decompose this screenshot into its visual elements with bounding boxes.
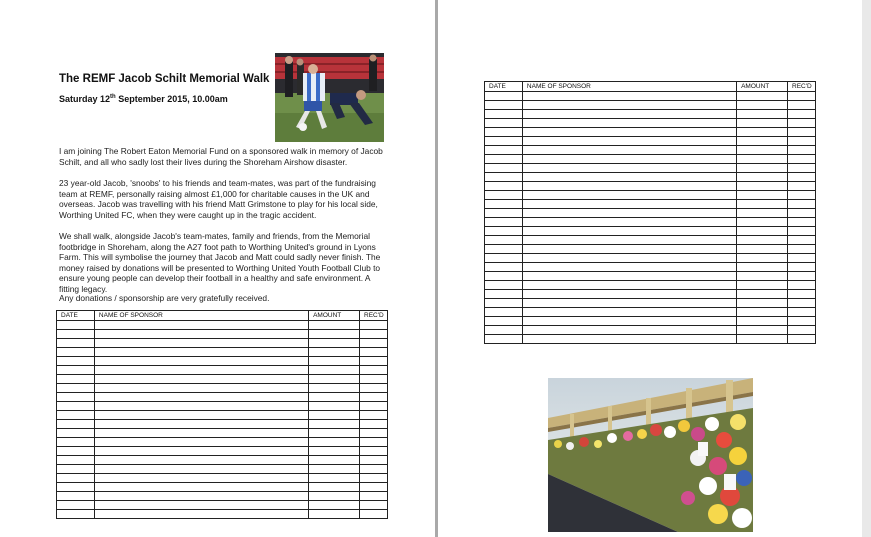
table-row <box>485 227 816 236</box>
received-cell[interactable] <box>788 119 816 128</box>
amount-cell[interactable] <box>737 218 788 227</box>
received-cell[interactable] <box>788 173 816 182</box>
amount-cell[interactable] <box>309 330 360 339</box>
sponsor-name-cell[interactable] <box>522 236 736 245</box>
date-cell[interactable] <box>57 492 95 501</box>
received-cell[interactable] <box>788 218 816 227</box>
sponsor-name-cell[interactable] <box>522 299 736 308</box>
table-row <box>57 474 388 483</box>
amount-cell[interactable] <box>737 110 788 119</box>
sponsor-name-cell[interactable] <box>522 272 736 281</box>
table-row <box>485 326 816 335</box>
sponsor-name-cell[interactable] <box>522 326 736 335</box>
sponsor-name-cell[interactable] <box>94 456 308 465</box>
amount-cell[interactable] <box>309 510 360 519</box>
table-row <box>57 420 388 429</box>
date-cell[interactable] <box>485 128 523 137</box>
sponsor-name-cell[interactable] <box>522 182 736 191</box>
header-sponsor-name: NAME OF SPONSOR <box>94 311 308 321</box>
sponsor-name-cell[interactable] <box>94 375 308 384</box>
received-cell[interactable] <box>360 348 388 357</box>
received-cell[interactable] <box>360 429 388 438</box>
amount-cell[interactable] <box>737 101 788 110</box>
received-cell[interactable] <box>360 483 388 492</box>
sponsor-name-cell[interactable] <box>522 308 736 317</box>
received-cell[interactable] <box>360 339 388 348</box>
date-cell[interactable] <box>57 447 95 456</box>
received-cell[interactable] <box>788 191 816 200</box>
date-cell[interactable] <box>57 510 95 519</box>
sponsor-name-cell[interactable] <box>94 339 308 348</box>
amount-cell[interactable] <box>309 375 360 384</box>
table-row <box>485 254 816 263</box>
sponsor-name-cell[interactable] <box>94 366 308 375</box>
date-cell[interactable] <box>485 245 523 254</box>
table-row <box>57 456 388 465</box>
date-cell[interactable] <box>57 384 95 393</box>
table-row <box>57 465 388 474</box>
received-cell[interactable] <box>360 393 388 402</box>
sponsor-name-cell[interactable] <box>522 200 736 209</box>
sponsor-name-cell[interactable] <box>522 110 736 119</box>
table-row <box>485 182 816 191</box>
sponsor-table-left <box>56 310 388 519</box>
sponsor-name-cell[interactable] <box>94 411 308 420</box>
amount-cell[interactable] <box>737 164 788 173</box>
sponsor-name-cell[interactable] <box>522 128 736 137</box>
date-cell[interactable] <box>485 155 523 164</box>
table-row <box>485 281 816 290</box>
table-row <box>57 366 388 375</box>
received-cell[interactable] <box>788 182 816 191</box>
table-row <box>57 492 388 501</box>
sponsor-name-cell[interactable] <box>522 254 736 263</box>
table-row <box>485 308 816 317</box>
sponsor-table-right <box>484 81 816 344</box>
table-header-row <box>57 311 388 321</box>
table-row <box>485 200 816 209</box>
table-row <box>485 119 816 128</box>
amount-cell[interactable] <box>737 317 788 326</box>
header-sponsor-name: NAME OF SPONSOR <box>522 82 736 92</box>
amount-cell[interactable] <box>309 384 360 393</box>
received-cell[interactable] <box>360 474 388 483</box>
received-cell[interactable] <box>788 155 816 164</box>
date-cell[interactable] <box>485 290 523 299</box>
sponsor-name-cell[interactable] <box>94 348 308 357</box>
amount-cell[interactable] <box>309 393 360 402</box>
date-cell[interactable] <box>485 326 523 335</box>
amount-cell[interactable] <box>737 173 788 182</box>
received-cell[interactable] <box>788 227 816 236</box>
date-cell[interactable] <box>57 501 95 510</box>
table-row <box>485 299 816 308</box>
sponsor-name-cell[interactable] <box>94 321 308 330</box>
sponsor-name-cell[interactable] <box>522 263 736 272</box>
sponsor-name-cell[interactable] <box>522 101 736 110</box>
table-row <box>485 245 816 254</box>
amount-cell[interactable] <box>737 335 788 344</box>
table-row <box>57 393 388 402</box>
date-cell[interactable] <box>57 330 95 339</box>
date-cell[interactable] <box>57 393 95 402</box>
sponsor-name-cell[interactable] <box>522 119 736 128</box>
amount-cell[interactable] <box>737 290 788 299</box>
paragraph-jacob: 23 year-old Jacob, 'snoobs' to his friends and team-mates, was part of the fundraising team at REMF, personally raising almost £1,000 for charitable causes in the UK and overseas. Jacob was travelling with his friend Matt Grimstone to play for his local side, Worthing United FC, when they were caught up in the tragic accident. <box>59 178 378 220</box>
date-cell[interactable] <box>485 317 523 326</box>
date-cell[interactable] <box>485 110 523 119</box>
header-date: DATE <box>57 311 95 321</box>
amount-cell[interactable] <box>309 348 360 357</box>
amount-cell[interactable] <box>737 236 788 245</box>
table-row <box>57 501 388 510</box>
date-cell[interactable] <box>485 335 523 344</box>
date-cell[interactable] <box>485 164 523 173</box>
date-cell[interactable] <box>485 236 523 245</box>
date-cell[interactable] <box>485 254 523 263</box>
paragraph-walk: We shall walk, alongside Jacob's team-mates, family and friends, from the Memorial footbridge in Shoreham, along the A27 foot path to Worthing United's ground in Lyons Farm. This will symbolise the journey that Jacob and Matt could sadly never finish. The money raised by donations will be presented to Worthing United Youth Football Club to ensure young people can develop their football in a healthy and safe environment. A fitting legacy. <box>59 231 381 294</box>
table-row <box>485 209 816 218</box>
date-cell[interactable] <box>57 465 95 474</box>
table-row <box>485 146 816 155</box>
received-cell[interactable] <box>360 438 388 447</box>
amount-cell[interactable] <box>309 447 360 456</box>
amount-cell[interactable] <box>737 191 788 200</box>
table-row <box>57 402 388 411</box>
date-cell[interactable] <box>57 375 95 384</box>
sponsor-name-cell[interactable] <box>522 218 736 227</box>
received-cell[interactable] <box>788 299 816 308</box>
document-title: The REMF Jacob Schilt Memorial Walk <box>59 73 270 85</box>
table-row <box>485 236 816 245</box>
sponsor-name-cell[interactable] <box>94 357 308 366</box>
amount-cell[interactable] <box>309 366 360 375</box>
received-cell[interactable] <box>788 92 816 101</box>
header-amount: AMOUNT <box>309 311 360 321</box>
date-cell[interactable] <box>57 357 95 366</box>
document-page-left <box>0 0 435 537</box>
table-row <box>485 137 816 146</box>
amount-cell[interactable] <box>737 200 788 209</box>
received-cell[interactable] <box>788 236 816 245</box>
date-cell[interactable] <box>57 339 95 348</box>
amount-cell[interactable] <box>309 456 360 465</box>
received-cell[interactable] <box>360 456 388 465</box>
received-cell[interactable] <box>360 321 388 330</box>
date-prefix: Saturday 12 <box>59 94 111 104</box>
sponsor-name-cell[interactable] <box>94 465 308 474</box>
date-ordinal: th <box>110 94 116 100</box>
sponsor-name-cell[interactable] <box>94 438 308 447</box>
sponsor-name-cell[interactable] <box>522 317 736 326</box>
amount-cell[interactable] <box>737 326 788 335</box>
table-row <box>57 330 388 339</box>
amount-cell[interactable] <box>737 209 788 218</box>
table-row <box>57 510 388 519</box>
amount-cell[interactable] <box>309 402 360 411</box>
header-date: DATE <box>485 82 523 92</box>
received-cell[interactable] <box>360 501 388 510</box>
received-cell[interactable] <box>360 465 388 474</box>
sponsor-name-cell[interactable] <box>94 474 308 483</box>
date-cell[interactable] <box>485 308 523 317</box>
table-row <box>57 348 388 357</box>
amount-cell[interactable] <box>737 263 788 272</box>
date-cell[interactable] <box>485 182 523 191</box>
date-cell[interactable] <box>485 200 523 209</box>
date-cell[interactable] <box>57 411 95 420</box>
received-cell[interactable] <box>360 357 388 366</box>
received-cell[interactable] <box>360 384 388 393</box>
sponsor-name-cell[interactable] <box>94 510 308 519</box>
date-cell[interactable] <box>57 429 95 438</box>
sponsor-name-cell[interactable] <box>94 501 308 510</box>
date-cell[interactable] <box>57 366 95 375</box>
paragraph-intro: I am joining The Robert Eaton Memorial Fund on a sponsored walk in memory of Jacob Schilt, and all who sadly lost their lives during the Shoreham Airshow disaster. <box>59 146 383 167</box>
received-cell[interactable] <box>360 492 388 501</box>
date-cell[interactable] <box>485 191 523 200</box>
received-cell[interactable] <box>788 146 816 155</box>
received-cell[interactable] <box>788 290 816 299</box>
table-row <box>485 191 816 200</box>
received-cell[interactable] <box>788 164 816 173</box>
table-row <box>485 128 816 137</box>
table-row <box>485 92 816 101</box>
sponsor-name-cell[interactable] <box>94 384 308 393</box>
amount-cell[interactable] <box>309 465 360 474</box>
sponsor-name-cell[interactable] <box>522 191 736 200</box>
sponsor-name-cell[interactable] <box>522 335 736 344</box>
received-cell[interactable] <box>360 447 388 456</box>
sponsor-name-cell[interactable] <box>522 209 736 218</box>
received-cell[interactable] <box>788 272 816 281</box>
date-cell[interactable] <box>485 299 523 308</box>
date-cell[interactable] <box>485 92 523 101</box>
sponsor-name-cell[interactable] <box>94 429 308 438</box>
table-row <box>485 335 816 344</box>
received-cell[interactable] <box>360 375 388 384</box>
event-date <box>59 94 228 104</box>
received-cell[interactable] <box>788 101 816 110</box>
table-row <box>57 447 388 456</box>
amount-cell[interactable] <box>309 357 360 366</box>
date-cell[interactable] <box>485 173 523 182</box>
received-cell[interactable] <box>788 326 816 335</box>
date-cell[interactable] <box>57 483 95 492</box>
table-row <box>485 290 816 299</box>
amount-cell[interactable] <box>737 227 788 236</box>
football-photo <box>275 53 384 142</box>
date-cell[interactable] <box>57 420 95 429</box>
date-cell[interactable] <box>485 272 523 281</box>
date-cell[interactable] <box>485 119 523 128</box>
received-cell[interactable] <box>360 510 388 519</box>
received-cell[interactable] <box>788 110 816 119</box>
sponsor-name-cell[interactable] <box>94 402 308 411</box>
sponsor-name-cell[interactable] <box>522 164 736 173</box>
date-cell[interactable] <box>485 101 523 110</box>
table-row <box>57 339 388 348</box>
date-cell[interactable] <box>485 209 523 218</box>
date-cell[interactable] <box>57 348 95 357</box>
memorial-bridge-photo <box>548 378 753 532</box>
table-row <box>485 317 816 326</box>
amount-cell[interactable] <box>737 308 788 317</box>
amount-cell[interactable] <box>309 420 360 429</box>
received-cell[interactable] <box>788 200 816 209</box>
received-cell[interactable] <box>788 245 816 254</box>
date-cell[interactable] <box>485 137 523 146</box>
amount-cell[interactable] <box>737 146 788 155</box>
date-cell[interactable] <box>57 474 95 483</box>
amount-cell[interactable] <box>309 474 360 483</box>
sponsor-name-cell[interactable] <box>522 245 736 254</box>
date-cell[interactable] <box>485 227 523 236</box>
sponsor-name-cell[interactable] <box>94 393 308 402</box>
received-cell[interactable] <box>788 281 816 290</box>
header-received: REC'D <box>360 311 388 321</box>
received-cell[interactable] <box>360 402 388 411</box>
table-row <box>485 218 816 227</box>
amount-cell[interactable] <box>309 501 360 510</box>
sponsor-name-cell[interactable] <box>522 146 736 155</box>
table-row <box>57 438 388 447</box>
received-cell[interactable] <box>788 335 816 344</box>
amount-cell[interactable] <box>309 483 360 492</box>
table-header-row <box>485 82 816 92</box>
header-amount: AMOUNT <box>737 82 788 92</box>
table-row <box>485 110 816 119</box>
sponsor-name-cell[interactable] <box>522 92 736 101</box>
sponsor-name-cell[interactable] <box>522 173 736 182</box>
amount-cell[interactable] <box>309 321 360 330</box>
table-row <box>57 357 388 366</box>
amount-cell[interactable] <box>737 182 788 191</box>
amount-cell[interactable] <box>737 92 788 101</box>
table-row <box>485 164 816 173</box>
table-row <box>485 155 816 164</box>
received-cell[interactable] <box>360 330 388 339</box>
amount-cell[interactable] <box>309 411 360 420</box>
received-cell[interactable] <box>788 128 816 137</box>
received-cell[interactable] <box>788 317 816 326</box>
header-received: REC'D <box>788 82 816 92</box>
date-cell[interactable] <box>57 456 95 465</box>
received-cell[interactable] <box>788 209 816 218</box>
date-cell[interactable] <box>485 281 523 290</box>
received-cell[interactable] <box>360 420 388 429</box>
amount-cell[interactable] <box>737 128 788 137</box>
date-cell[interactable] <box>485 263 523 272</box>
table-row <box>485 263 816 272</box>
amount-cell[interactable] <box>309 438 360 447</box>
date-cell[interactable] <box>57 402 95 411</box>
date-cell[interactable] <box>57 321 95 330</box>
received-cell[interactable] <box>360 366 388 375</box>
sponsor-name-cell[interactable] <box>94 483 308 492</box>
sponsor-name-cell[interactable] <box>522 227 736 236</box>
amount-cell[interactable] <box>737 137 788 146</box>
amount-cell[interactable] <box>737 245 788 254</box>
table-row <box>57 411 388 420</box>
table-row <box>57 321 388 330</box>
date-cell[interactable] <box>485 218 523 227</box>
sponsor-name-cell[interactable] <box>94 330 308 339</box>
table-row <box>57 483 388 492</box>
table-row <box>57 429 388 438</box>
received-cell[interactable] <box>788 137 816 146</box>
table-row <box>57 384 388 393</box>
table-row <box>485 272 816 281</box>
sponsor-name-cell[interactable] <box>522 155 736 164</box>
amount-cell[interactable] <box>309 339 360 348</box>
received-cell[interactable] <box>360 411 388 420</box>
sponsor-name-cell[interactable] <box>522 137 736 146</box>
sponsor-name-cell[interactable] <box>522 290 736 299</box>
table-row <box>485 173 816 182</box>
received-cell[interactable] <box>788 254 816 263</box>
paragraph-donations: Any donations / sponsorship are very gratefully received. <box>59 293 270 303</box>
amount-cell[interactable] <box>737 155 788 164</box>
date-rest: September 2015, 10.00am <box>115 94 228 104</box>
received-cell[interactable] <box>788 263 816 272</box>
amount-cell[interactable] <box>737 281 788 290</box>
amount-cell[interactable] <box>309 429 360 438</box>
date-cell[interactable] <box>485 146 523 155</box>
amount-cell[interactable] <box>737 119 788 128</box>
table-row <box>485 101 816 110</box>
received-cell[interactable] <box>788 308 816 317</box>
amount-cell[interactable] <box>737 299 788 308</box>
sponsor-name-cell[interactable] <box>94 447 308 456</box>
date-cell[interactable] <box>57 438 95 447</box>
table-row <box>57 375 388 384</box>
sponsor-name-cell[interactable] <box>522 281 736 290</box>
right-margin-strip <box>862 0 871 537</box>
amount-cell[interactable] <box>309 492 360 501</box>
document-page-right <box>438 0 862 537</box>
amount-cell[interactable] <box>737 272 788 281</box>
sponsor-name-cell[interactable] <box>94 420 308 429</box>
amount-cell[interactable] <box>737 254 788 263</box>
sponsor-name-cell[interactable] <box>94 492 308 501</box>
